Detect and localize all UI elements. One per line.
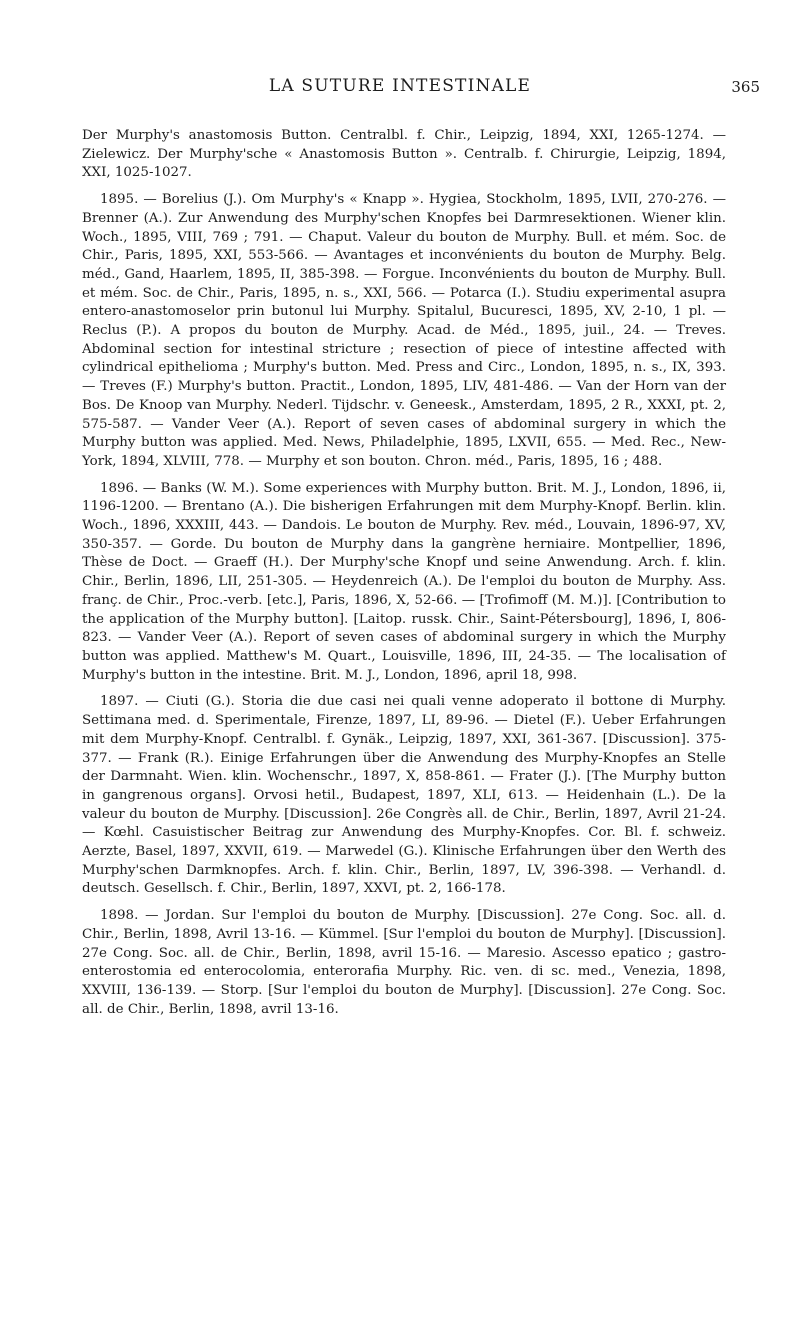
page-header [40, 74, 760, 102]
page-number: 365 [731, 78, 760, 96]
bibliography-paragraph-1896: 1896. — Banks (W. M.). Some experiences with Murphy button. Brit. M. J., London, 1896, ii, 1196-1200. — Brentano (A.). Die bisherigen Erfahrungen mit dem Murphy-Knopf. Berlin. klin. Woch., 1896, XXXIII, 443. — Dandois. Le bouton de Murphy. Rev. méd., Louvain, 1896-97, XV, 350-357. — Gorde. Du bouton de Murphy dans la gangrène herniaire. Montpellier, 1896, Thèse de Doct. — Graeff (H.). Der Murphy'sche Knopf und seine Anwendung. Arch. f. klin. Chir., Berlin, 1896, LII, 251-305. — Heydenreich (A.). De l'emploi du bouton de Murphy. Ass. franç. de Chir., Proc.-verb. [etc.], Paris, 1896, X, 52-66. — [Trofimoff (M. M.)]. [Contribution to the application of the Murphy button]. [Laitop. russk. Chir., Saint-Pétersbourg], 1896, I, 806-823. — Vander Veer (A.). Report of seven cases of abdominal surgery in which the Murphy button was applied. Matthew's M. Quart., Louisville, 1896, III, 24-35. — The localisation of Murphy's button in the intestine. Brit. M. J., London, 1896, april 18, 998. [82, 480, 726, 683]
bibliography-body [82, 127, 726, 1027]
bibliography-paragraph-1894: Der Murphy's anastomosis Button. Centralbl. f. Chir., Leipzig, 1894, XXI, 1265-1274. — Zielewicz. Der Murphy'sche « Anastomosis Button ». Centralb. f. Chirurgie, Leipzig, 1894, XXI, 1025-1027. [82, 128, 726, 181]
bibliography-paragraph-1897: 1897. — Ciuti (G.). Storia die due casi nei quali venne adoperato il bottone di Murphy. Settimana med. d. Sperimentale, Firenze, 1897, LI, 89-96. — Dietel (F.). Ueber Erfahrungen mit dem Murphy-Knopf. Centralbl. f. Gynäk., Leipzig, 1897, XXI, 361-367. [Discussion]. 375-377. — Frank (R.). Einige Erfahrungen über die Anwendung des Murphy-Knopfes an Stelle der Darmnaht. Wien. klin. Wochenschr., 1897, X, 858-861. — Frater (J.). [The Murphy button in gangrenous organs]. Orvosi hetil., Budapest, 1897, XLI, 613. — Heidenhain (L.). De la valeur du bouton de Murphy. [Discussion]. 26e Congrès all. de Chir., Berlin, 1897, Avril 21-24. — Kœhl. Casuistischer Beitrag zur Anwendung des Murphy-Knopfes. Cor. Bl. f. schweiz. Aerzte, Basel, 1897, XXVII, 619. — Marwedel (G.). Klinische Erfahrungen über den Werth des Murphy'schen Darmknopfes. Arch. f. klin. Chir., Berlin, 1897, LV, 396-398. — Verhandl. d. deutsch. Gesellsch. f. Chir., Berlin, 1897, XXVI, pt. 2, 166-178. [82, 694, 726, 897]
bibliography-paragraph-1898: 1898. — Jordan. Sur l'emploi du bouton de Murphy. [Discussion]. 27e Cong. Soc. all. d. Chir., Berlin, 1898, Avril 13-16. — Kümmel. [Sur l'emploi du bouton de Murphy]. [Discussion]. 27e Cong. Soc. all. de Chir., Berlin, 1898, avril 15-16. — Maresio. Ascesso epatico ; gastro-enterostomia ed enterocolomia, enterorafia Murphy. Ric. ven. di sc. med., Venezia, 1898, XXVIII, 136-139. — Storp. [Sur l'emploi du bouton de Murphy]. [Discussion]. 27e Cong. Soc. all. de Chir., Berlin, 1898, avril 13-16. [82, 908, 726, 1017]
bibliography-paragraph-1895: 1895. — Borelius (J.). Om Murphy's « Knapp ». Hygiea, Stockholm, 1895, LVII, 270-276. — Brenner (A.). Zur Anwendung des Murphy'schen Knopfes bei Darmresektionen. Wiener klin. Woch., 1895, VIII, 769 ; 791. — Chaput. Valeur du bouton de Murphy. Bull. et mém. Soc. de Chir., Paris, 1895, XXI, 553-566. — Avantages et inconvénients du bouton de Murphy. Belg. méd., Gand, Haarlem, 1895, II, 385-398. — Forgue. Inconvénients du bouton de Murphy. Bull. et mém. Soc. de Chir., Paris, 1895, n. s., XXI, 566. — Potarca (I.). Studiu experimental asupra entero-anastomoselor prin butonul lui Murphy. Spitalul, Bucuresci, 1895, XV, 2-10, 1 pl. — Reclus (P.). A propos du bouton de Murphy. Acad. de Méd., 1895, juil., 24. — Treves. Abdominal section for intestinal stricture ; resection of piece of intestine affected with cylindrical epithelioma ; Murphy's button. Med. Press and Circ., London, 1895, n. s., IX, 393. — Treves (F.) Murphy's button. Practit., London, 1895, LIV, 481-486. — Van der Horn van der Bos. De Knoop van Murphy. Nederl. Tijdschr. v. Geneesk., Amsterdam, 1895, 2 R., XXXI, pt. 2, 575-587. — Vander Veer (A.). Report of seven cases of abdominal surgery in which the Murphy button was applied. Med. News, Philadelphie, 1895, LXVII, 655. — Med. Rec., New-York, 1894, XLVIII, 778. — Murphy et son bouton. Chron. méd., Paris, 1895, 16 ; 488. [82, 192, 726, 469]
running-title: LA SUTURE INTESTINALE [268, 76, 532, 96]
